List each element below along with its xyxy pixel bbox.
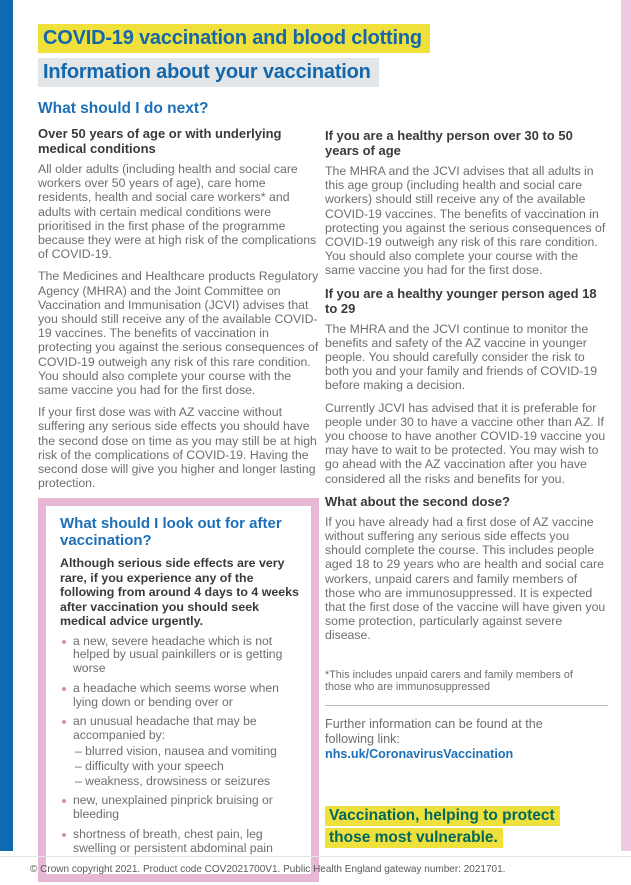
footer-divider xyxy=(0,856,631,857)
list-item: a headache which seems worse when lying down or bending over or xyxy=(60,682,301,710)
section-heading-what-next: What should I do next? xyxy=(38,100,209,117)
slogan-text: Vaccination, helping to protect those most vulnerable. xyxy=(325,806,560,848)
callout-heading: What should I look out for after vaccination? xyxy=(60,515,282,549)
list-item: a new, severe headache which is not helped by usual painkillers or is getting worse xyxy=(60,635,301,676)
symptom-bullet-list xyxy=(60,635,301,856)
further-info-block xyxy=(325,717,565,763)
paragraph: The MHRA and the JCVI advises that all adults in this age group (including health and social care workers) should still receive any of the available COVID-19 vaccines. The benefits of vaccination in protecting you against the serious consequences of COVID-19 outweigh any risk of this rare condition. You should also complete your course with the same vaccine you had for the first dose. xyxy=(325,164,606,278)
paragraph: Currently JCVI has advised that it is preferable for people under 30 to have a vaccine other than AZ. If you choose to have another COVID-19 vaccine you may have to wait to be protected. You may wish to go ahead with the AZ vaccination after you have considered all the risks and benefits for you. xyxy=(325,400,606,486)
paragraph: All older adults (including health and social care workers over 50 years of age), care home residents, health and social care workers* and adults with certain medical conditions were prioritised in the first phase of the programme because they were at high risk of the complications of COVID-19. xyxy=(38,162,317,262)
side-effects-callout-box xyxy=(38,498,319,881)
title-row-1 xyxy=(38,24,608,53)
page-title: COVID-19 vaccination and blood clotting xyxy=(38,24,430,53)
divider xyxy=(325,705,608,706)
subheading-second-dose: What about the second dose? xyxy=(325,493,510,509)
footnote-unpaid-carers: *This includes unpaid carers and family members of those who are immunosuppressed xyxy=(325,668,573,694)
subheading-healthy-30-50: If you are a healthy person over 30 to 50 years of age xyxy=(325,128,573,158)
list-item: new, unexplained pinprick bruising or bleeding xyxy=(60,794,301,822)
list-item xyxy=(60,715,301,788)
nhs-vaccination-link[interactable]: nhs.uk/CoronavirusVaccination xyxy=(325,747,514,762)
right-column xyxy=(325,100,608,882)
sub-list-item: – difficulty with your speech xyxy=(75,758,224,773)
further-info-text: Further information can be found at the following link: xyxy=(325,716,543,747)
right-accent-bar xyxy=(621,0,631,851)
title-row-2 xyxy=(38,58,608,87)
callout-intro: Although serious side effects are very rare, if you experience any of the following from around 4 days to 4 weeks after vaccination you should seek medical advice urgently. xyxy=(60,556,299,629)
list-item: shortness of breath, chest pain, leg swelling or persistent abdominal pain xyxy=(60,828,301,856)
symptom-sub-list xyxy=(73,745,301,788)
slogan-block xyxy=(325,805,561,849)
two-column-body xyxy=(38,100,608,882)
left-column xyxy=(38,100,321,882)
page-subtitle: Information about your vaccination xyxy=(38,58,379,87)
page-content xyxy=(38,24,608,882)
left-accent-bar xyxy=(0,0,13,851)
list-item-text: an unusual headache that may be accompanied by: xyxy=(73,714,257,743)
sub-list-item: – weakness, drowsiness or seizures xyxy=(75,773,271,788)
paragraph: If your first dose was with AZ vaccine without suffering any serious side effects you should have the second dose on time as you may still be at high risk of the complications of COVID-19. Having the second dose will give you higher and longer lasting protection. xyxy=(38,405,317,491)
paragraph: If you have already had a first dose of AZ vaccine without suffering any serious side effects you should complete the course. This includes people aged 18 to 29 years who are health and social care workers, unpaid carers and family members of those who are immunosuppressed. It is expected that the first dose of the vaccine will have given you some protection, particularly against severe disease. xyxy=(325,514,606,643)
sub-list-item: – blurred vision, nausea and vomiting xyxy=(75,744,277,759)
paragraph: The MHRA and the JCVI continue to monitor the benefits and safety of the AZ vaccine in younger people. You should carefully consider the risk to both you and your family and friends of COVID-19 before making a decision. xyxy=(325,321,598,393)
page-header xyxy=(38,24,608,87)
subheading-over-50: Over 50 years of age or with underlying medical conditions xyxy=(38,126,282,156)
footer-copyright: © Crown copyright 2021. Product code COV2021700V1. Public Health England gateway number: 2021701. xyxy=(30,864,506,875)
paragraph: The Medicines and Healthcare products Regulatory Agency (MHRA) and the Joint Committee on Vaccination and Immunisation (JCVI) advises that you should still receive any of the available COVID-19 vaccines. The benefits of vaccination in protecting you against the serious consequences of COVID-19 outweigh any risk of this rare condition. You should also complete your course with the same vaccine you had for the first dose. xyxy=(38,269,319,398)
subheading-healthy-18-29: If you are a healthy younger person aged 18 to 29 xyxy=(325,285,597,316)
